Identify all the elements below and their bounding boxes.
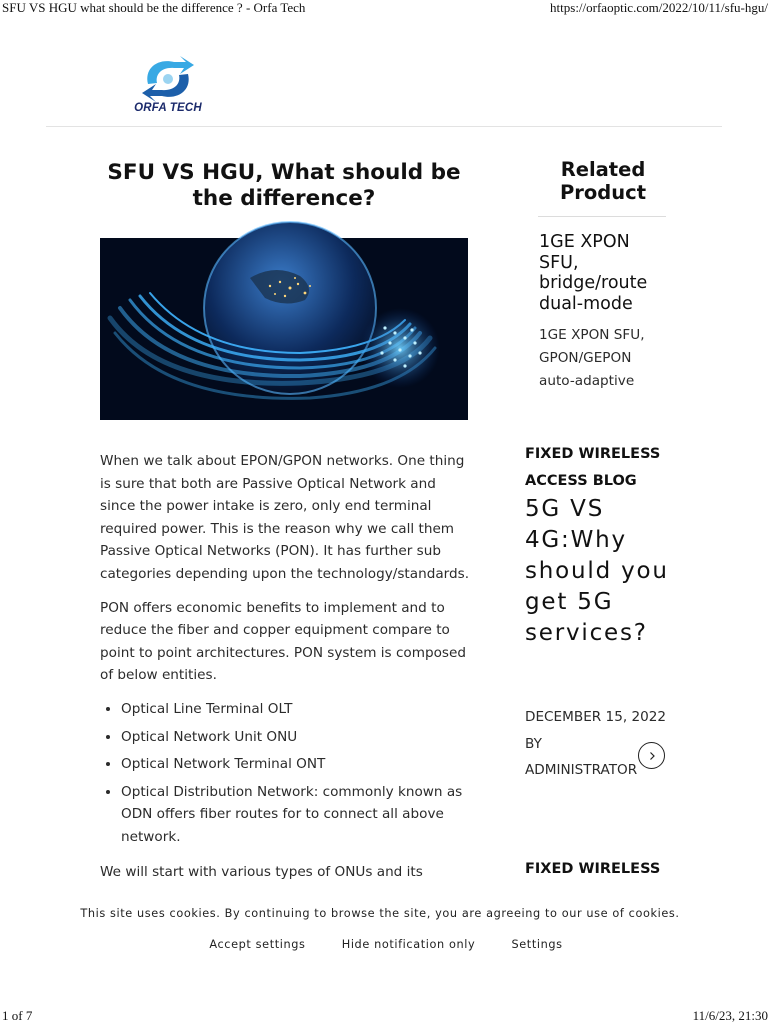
list-item: • Optical Network Terminal ONT [121, 753, 472, 776]
post-date: DECEMBER 15, 2022 [525, 709, 667, 725]
list-item: • Optical Line Terminal OLT [121, 698, 472, 721]
cookie-message: This site uses cookies. By continuing to browse the site, you are agreeing to our use of cookies. [80, 907, 680, 920]
logo-text: ORFA TECH [134, 102, 202, 114]
blog-post-link[interactable]: 5G VS 4G:Why should you get 5G services? [525, 496, 669, 646]
paragraph-cut-off: We will start with various types of ONUs and its [100, 863, 423, 880]
site-logo[interactable] [128, 56, 208, 118]
related-product-description: 1GE XPON SFU, GPON/GEPON auto-adaptive [539, 327, 645, 389]
print-header [0, 0, 768, 18]
cookie-settings-button[interactable]: Settings [511, 938, 563, 951]
related-divider [538, 216, 666, 217]
print-page-title: SFU VS HGU what should be the difference ? - Orfa Tech [2, 0, 306, 15]
hide-notification-button[interactable]: Hide notification only [341, 938, 476, 951]
print-url: https://orfaoptic.com/2022/10/11/sfu-hgu/ [550, 0, 768, 15]
paragraph: PON offers economic benefits to implement and to reduce the fiber and copper equipment compare to point to point architectures. PON system is composed of below entities. [100, 599, 467, 684]
print-datetime: 11/6/23, 21:30 [692, 1008, 768, 1023]
cookie-banner [0, 893, 768, 973]
paragraph: When we talk about EPON/GPON networks. One thing is sure that both are Passive Optical Network and since the power intake is zero, only end terminal required power. This is the reason why we call them Passive Optical Networks (PON). It has further sub categories depending upon the technology/standards. [100, 453, 470, 582]
article-title: SFU VS HGU, What should be the difference? [107, 160, 461, 211]
cookie-actions [0, 938, 772, 951]
chevron-right-icon [647, 751, 657, 761]
accept-settings-button[interactable]: Accept settings [209, 938, 306, 951]
carousel-next-button[interactable] [638, 742, 665, 769]
fixed-wireless-heading-2: FIXED WIRELESS [525, 861, 661, 877]
hero-image [100, 238, 468, 420]
header-divider [46, 126, 722, 127]
related-product-heading: Related Product [559, 158, 647, 204]
list-item: • Optical Distribution Network: commonly known as ODN offers fiber routes for to connect all above network. [121, 781, 472, 849]
entity-list [100, 698, 472, 849]
fixed-wireless-heading: FIXED WIRELESS ACCESS BLOG [525, 446, 661, 489]
article-body [100, 450, 472, 880]
orfa-logo-icon [128, 56, 208, 102]
print-page-number: 1 of 7 [2, 1008, 33, 1023]
post-by: BY [525, 735, 542, 752]
post-author[interactable]: ADMINISTRATOR [525, 762, 638, 778]
related-product-link[interactable]: 1GE XPON SFU, bridge/route dual-mode [539, 232, 648, 314]
list-item: • Optical Network Unit ONU [121, 726, 472, 749]
